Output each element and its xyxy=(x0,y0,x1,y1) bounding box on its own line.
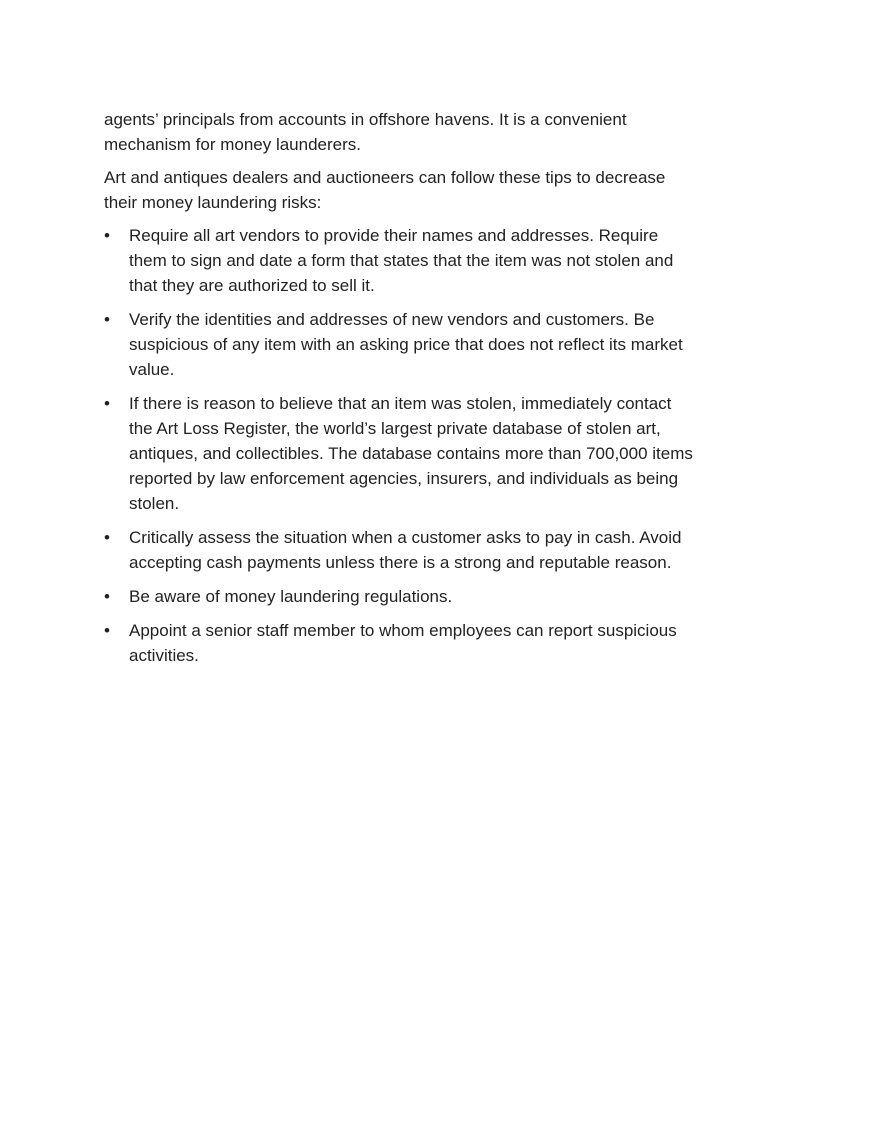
text-line: accepting cash payments unless there is a strong and reputable reason. xyxy=(129,553,672,572)
text-line: that they are authorized to sell it. xyxy=(129,276,375,295)
text-line: agents’ principals from accounts in offshore havens. It is a convenient xyxy=(104,110,627,129)
bullet-icon: • xyxy=(104,528,110,547)
text-line: reported by law enforcement agencies, insurers, and individuals as being xyxy=(129,469,679,488)
text-line: Appoint a senior staff member to whom employees can report suspicious xyxy=(129,621,677,640)
text-line: Require all art vendors to provide their names and addresses. Require xyxy=(129,226,659,245)
text-line: their money laundering risks: xyxy=(104,193,322,212)
document-body xyxy=(104,107,764,677)
list-item xyxy=(104,391,764,516)
paragraph xyxy=(104,165,764,215)
list-item xyxy=(104,307,764,382)
text-line: Critically assess the situation when a customer asks to pay in cash. Avoid xyxy=(129,528,682,547)
bullet-icon: • xyxy=(104,621,110,640)
paragraph xyxy=(104,107,764,157)
text-line: them to sign and date a form that states that the item was not stolen and xyxy=(129,251,674,270)
bullet-icon: • xyxy=(104,226,110,245)
bullet-icon: • xyxy=(104,587,110,606)
bullet-icon: • xyxy=(104,394,110,413)
list-item xyxy=(104,584,764,609)
text-line: Art and antiques dealers and auctioneers can follow these tips to decrease xyxy=(104,168,666,187)
bullet-list xyxy=(104,223,764,668)
text-line: suspicious of any item with an asking price that does not reflect its market xyxy=(129,335,683,354)
bullet-icon: • xyxy=(104,310,110,329)
list-item xyxy=(104,223,764,298)
text-line: If there is reason to believe that an item was stolen, immediately contact xyxy=(129,394,672,413)
text-line: activities. xyxy=(129,646,199,665)
text-line: antiques, and collectibles. The database contains more than 700,000 items xyxy=(129,444,693,463)
list-item xyxy=(104,618,764,668)
text-line: the Art Loss Register, the world’s largest private database of stolen art, xyxy=(129,419,661,438)
text-line: stolen. xyxy=(129,494,180,513)
text-line: value. xyxy=(129,360,175,379)
text-line: Verify the identities and addresses of new vendors and customers. Be xyxy=(129,310,655,329)
text-line: mechanism for money launderers. xyxy=(104,135,362,154)
list-item xyxy=(104,525,764,575)
text-line: Be aware of money laundering regulations. xyxy=(129,587,453,606)
